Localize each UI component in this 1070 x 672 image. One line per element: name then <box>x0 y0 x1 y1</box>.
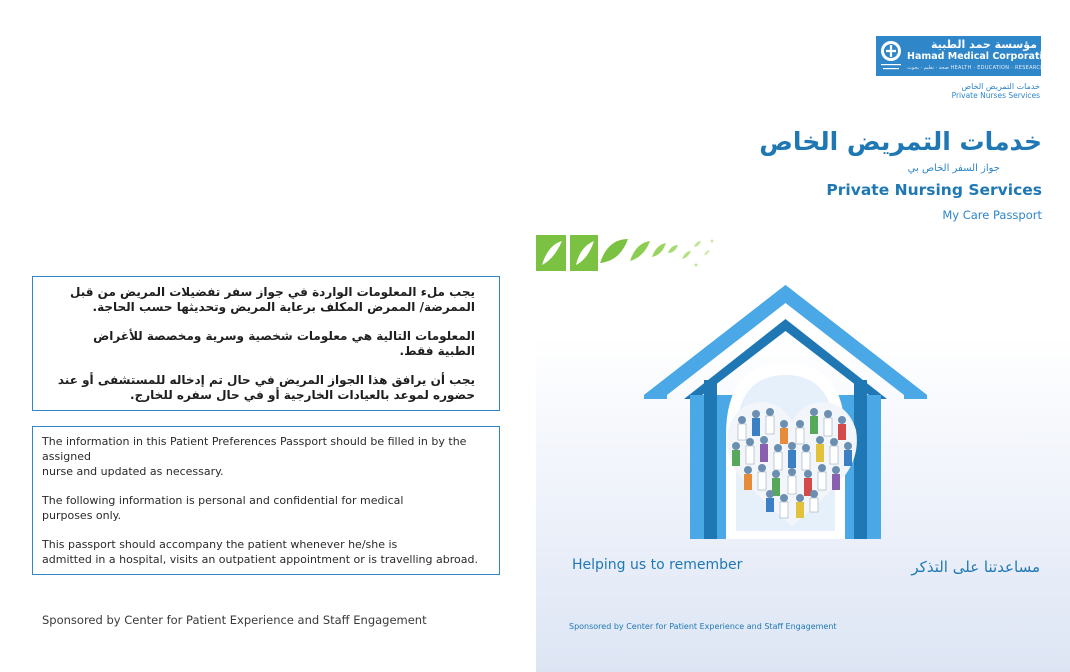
arabic-instructions-box <box>32 276 500 411</box>
hmc-logo <box>876 36 1057 76</box>
staff-heart-illustration-icon <box>722 390 862 530</box>
arabic-instruction-1: يجب ملء المعلومات الواردة في جواز سفر تفضيلات المريض من قبل الممرضة/ الممرض المكلف برعاية المريض وتحديثها حسب الحاجة. <box>70 285 475 314</box>
arabic-instruction-3: يجب أن يرافق هذا الجواز المريض في حال تم إدخاله للمستشفى أو عند حضوره لموعد بالعيادات الخارجية أو في حال سفره للخارج. <box>57 373 475 402</box>
english-instruction-3: This passport should accompany the patient whenever he/she is admitted in a hospital, visits an outpatient appointment or is travelling abroad. <box>42 538 478 566</box>
helping-text-ar: مساعدتنا على التذكر <box>911 558 1040 576</box>
cover-subtitle-ar: جواز السفر الخاص بي <box>907 163 1000 174</box>
cover-title-en: Private Nursing Services <box>826 181 1042 199</box>
unit-name-en: Private Nurses Services <box>951 91 1040 100</box>
arabic-instruction-2: المعلومات التالية هي معلومات شخصية وسرية ومخصصة للأغراض الطبية فقط. <box>93 329 475 358</box>
brand-name-en: Hamad Medical Corporation <box>907 51 1057 62</box>
hmc-emblem-icon <box>878 38 904 74</box>
leaves-decoration-icon <box>536 233 716 273</box>
sponsor-note: Sponsored by Center for Patient Experience and Staff Engagement <box>42 613 427 627</box>
english-instruction-2: The following information is personal and confidential for medical purposes only. <box>42 494 404 522</box>
cover-subtitle-en: My Care Passport <box>942 208 1042 222</box>
unit-name-ar: خدمات التمريض الخاص <box>961 82 1040 91</box>
helping-text-en: Helping us to remember <box>572 557 743 573</box>
brand-name-ar: مؤسسة حمد الطبية <box>931 38 1037 51</box>
cover-title-ar: خدمات التمريض الخاص <box>759 127 1042 156</box>
brand-tagline: صحة · تعليم · بحوث HEALTH · EDUCATION · RESEARCH <box>907 65 1045 71</box>
english-instruction-1: The information in this Patient Preferences Passport should be filled in by the assigned nurse and updated as necessary. <box>42 435 467 478</box>
cover-sponsor-note: Sponsored by Center for Patient Experience and Staff Engagement <box>569 622 837 631</box>
english-instructions-box <box>32 426 500 575</box>
